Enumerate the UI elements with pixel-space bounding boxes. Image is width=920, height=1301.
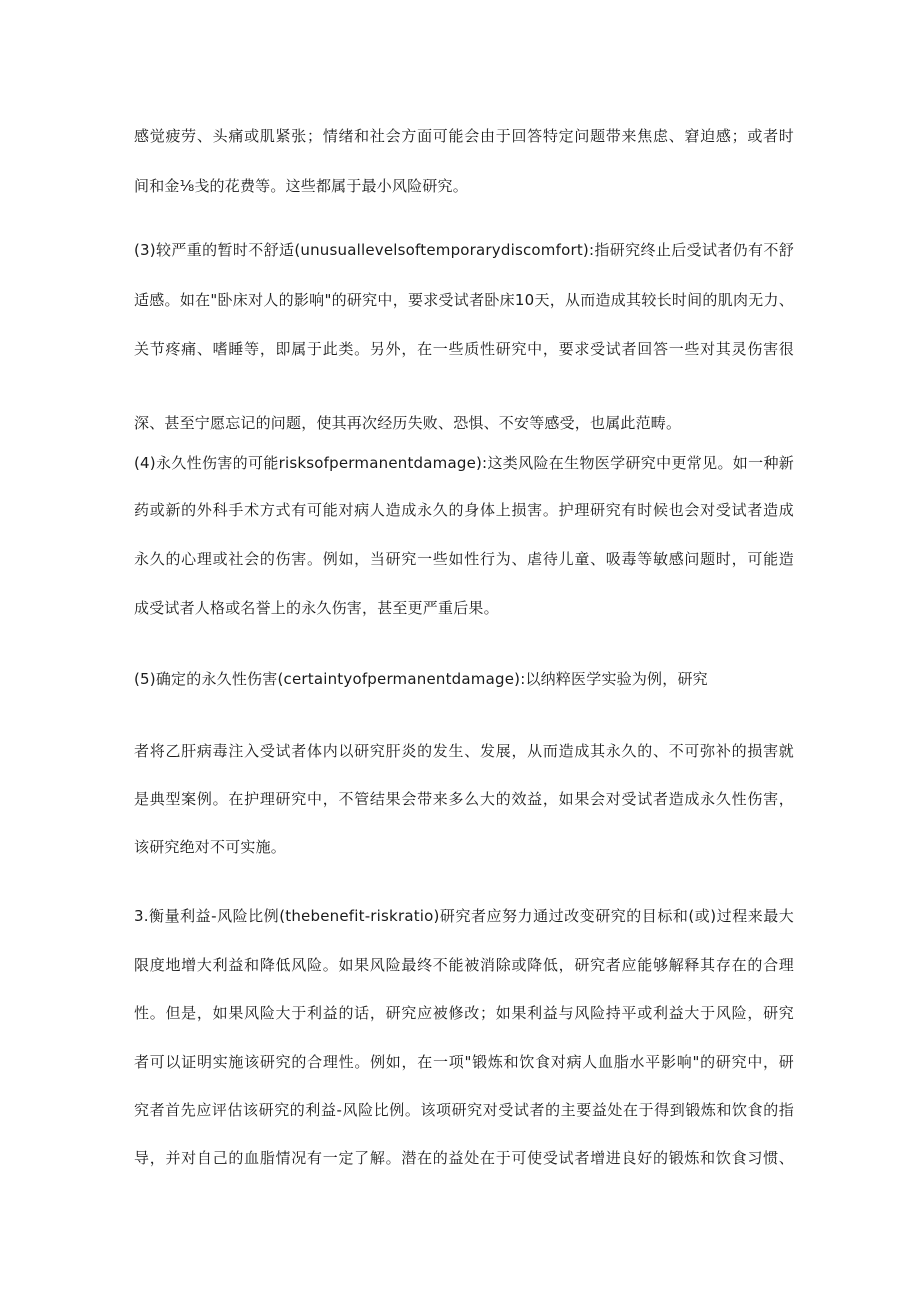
text-line: 适感。如在"卧床对人的影响"的研究中，要求受试者卧床10天，从而造成其较长时间的肌肉无力、 (134, 291, 794, 309)
text-line: 间和金⅛戋的花费等。这些都属于最小风险研究。 (134, 177, 468, 195)
text-line: 是典型案例。在护理研究中，不管结果会带来多么大的效益，如果会对受试者造成永久性伤害， (134, 790, 794, 808)
text-line: 感觉疲劳、头痛或肌紧张；情绪和社会方面可能会由于回答特定问题带来焦虑、窘迫感；或者时 (134, 127, 794, 145)
text-line: 药或新的外科手术方式有可能对病人造成永久的身体上损害。护理研究有时候也会对受试者造成 (134, 501, 794, 519)
text-line: (4)永久性伤害的可能risksofpermanentdamage):这类风险在生物医学研究中更常见。如一种新 (134, 454, 794, 472)
text-line: 性。但是，如果风险大于利益的话，研究应被修改；如果利益与风险持平或利益大于风险，研究 (134, 1004, 794, 1022)
text-line: 永久的心理或社会的伤害。例如，当研究一些如性行为、虐待儿童、吸毒等敏感问题时，可能造 (134, 550, 794, 568)
text-line: 成受试者人格或名誉上的永久伤害，甚至更严重后果。 (134, 599, 499, 617)
text-line: 该研究绝对不可实施。 (134, 838, 287, 856)
text-line: 3.衡量利益-风险比例(thebenefit-riskratio)研究者应努力通过改变研究的目标和(或)过程来最大 (134, 907, 794, 925)
text-line: 深、甚至宁愿忘记的问题，使其再次经历失败、恐惧、不安等感受，也属此范畴。 (134, 414, 682, 432)
text-line: 限度地增大利益和降低风险。如果风险最终不能被消除或降低，研究者应能够解释其存在的合理 (134, 956, 794, 974)
text-line: 者将乙肝病毒注入受试者体内以研究肝炎的发生、发展，从而造成其永久的、不可弥补的损害就 (134, 742, 794, 760)
text-line: (5)确定的永久性伤害(certaintyofpermanentdamage):以纳粹医学实验为例，研究 (134, 670, 708, 688)
text-line: 者可以证明实施该研究的合理性。例如，在一项"锻炼和饮食对病人血脂水平影响"的研究中，研 (134, 1053, 794, 1071)
text-line: (3)较严重的暂时不舒适(unusuallevelsoftemporarydiscomfort):指研究终止后受试者仍有不舒 (134, 241, 794, 259)
text-line: 关节疼痛、嗜睡等，即属于此类。另外，在一些质性研究中，要求受试者回答一些对其灵伤害很 (134, 340, 794, 358)
text-line: 导，并对自己的血脂情况有一定了解。潜在的益处在于可使受试者增进良好的锻炼和饮食习惯、 (134, 1149, 794, 1167)
text-line: 究者首先应评估该研究的利益-风险比例。该项研究对受试者的主要益处在于得到锻炼和饮食的指 (134, 1101, 794, 1119)
